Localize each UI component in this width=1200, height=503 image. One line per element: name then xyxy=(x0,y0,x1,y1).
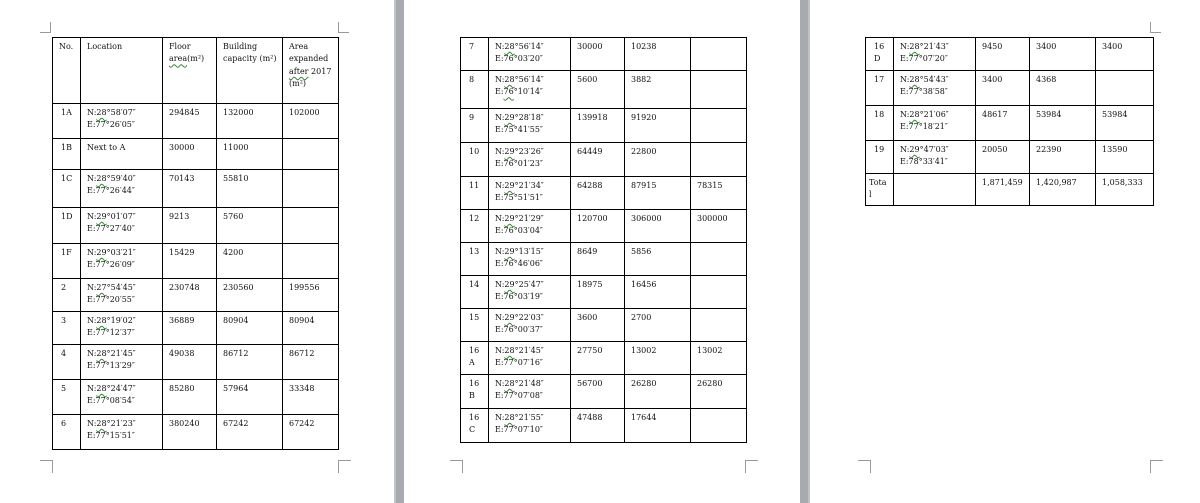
total-building-capacity: 1,420,987 xyxy=(1030,174,1096,206)
table-row: 15 N:29°22′03″ E:76°00′37″ 3600 2700 xyxy=(461,309,747,342)
location-cell: N:28°21′55″ E:77°07′10″ xyxy=(489,409,571,443)
location-cell: N:28°19′02″ E:77°12′37″ xyxy=(81,312,163,345)
location-cell: N:29°23′26″ E:76°01′23″ xyxy=(489,143,571,177)
location-cell: N:29°13′15″ E:76°46′06″ xyxy=(489,243,571,276)
location-cell: N:29°21′29″ E:76°03′04″ xyxy=(489,210,571,243)
header-area-expanded: Area expanded after 2017 (m²) xyxy=(283,38,339,104)
data-table-page-2 xyxy=(460,37,747,443)
header-no: No. xyxy=(53,38,81,104)
table-row: 6 N:28°21′23″ E:77°15′51″ 380240 67242 67242 xyxy=(53,415,339,450)
location-cell: N:28°21′48″ E:77°07′08″ xyxy=(489,375,571,409)
location-cell: N:29°47′03″ E:78°33′41″ xyxy=(894,141,976,174)
location-cell: N:28°21′23″ E:77°15′51″ xyxy=(81,415,163,450)
crop-mark xyxy=(1150,460,1163,473)
location-cell: N:29°22′03″ E:76°00′37″ xyxy=(489,309,571,342)
table-row: 13 N:29°13′15″ E:76°46′06″ 8649 5856 xyxy=(461,243,747,276)
location-cell: N:28°21′45″ E:77°13′29″ xyxy=(81,345,163,380)
table-row: 9 N:29°28′18″ E:75°41′55″ 139918 91920 xyxy=(461,109,747,143)
location-cell: N:28°56′14″ E:76°03′20″ xyxy=(489,38,571,71)
table-row: 1B Next to A 30000 11000 xyxy=(53,139,339,170)
crop-mark xyxy=(40,460,53,473)
table-row: 14 N:29°25′47″ E:76°03′19″ 18975 16456 xyxy=(461,276,747,309)
table-row: 10 N:29°23′26″ E:76°01′23″ 64449 22800 xyxy=(461,143,747,177)
total-row xyxy=(866,174,1154,206)
table-row: 3 N:28°19′02″ E:77°12′37″ 36889 80904 80904 xyxy=(53,312,339,345)
table-row: 16C N:28°21′55″ E:77°07′10″ 47488 17644 xyxy=(461,409,747,443)
table-row: 1A N:28°58′07″ E:77°26′05″ 294845 132000 102000 xyxy=(53,104,339,139)
crop-mark xyxy=(40,22,51,33)
table-row: 11 N:29°21′34″ E:75°51′51″ 64288 87915 78315 xyxy=(461,177,747,210)
table-row: 19 N:29°47′03″ E:78°33′41″ 20050 22390 13590 xyxy=(866,141,1154,174)
table-row: 16D N:28°21′43″ E:77°07′20″ 9450 3400 3400 xyxy=(866,38,1154,71)
table-row: 18 N:28°21′06″ E:77°18′21″ 48617 53984 53984 xyxy=(866,106,1154,141)
total-area-expanded: 1,058,333 xyxy=(1096,174,1154,206)
location-cell: Next to A xyxy=(81,139,163,170)
header-location: Location xyxy=(81,38,163,104)
crop-mark xyxy=(745,460,758,473)
crop-mark xyxy=(1150,22,1161,33)
table-row: 5 N:28°24′47″ E:77°08′54″ 85280 57964 33348 xyxy=(53,380,339,415)
table-header-row xyxy=(53,38,339,104)
data-table-page-3 xyxy=(865,37,1154,206)
table-row: 12 N:29°21′29″ E:76°03′04″ 120700 306000 300000 xyxy=(461,210,747,243)
table-row: 4 N:28°21′45″ E:77°13′29″ 49038 86712 86712 xyxy=(53,345,339,380)
location-cell: N:28°54′43″ E:77°38′58″ xyxy=(894,71,976,106)
location-cell: N:29°03′21″ E:77°26′09″ xyxy=(81,244,163,279)
crop-mark xyxy=(338,22,349,33)
location-cell: N:28°59′40″ E:77°26′44″ xyxy=(81,170,163,208)
location-cell: N:28°21′45″ E:77°07′16″ xyxy=(489,342,571,375)
location-cell: N:29°28′18″ E:75°41′55″ xyxy=(489,109,571,143)
table-row: 1D N:29°01′07″ E:77°27′40″ 9213 5760 xyxy=(53,208,339,244)
location-cell: N:28°24′47″ E:77°08′54″ xyxy=(81,380,163,415)
table-row: 1F N:29°03′21″ E:77°26′09″ 15429 4200 xyxy=(53,244,339,279)
location-cell: N:28°58′07″ E:77°26′05″ xyxy=(81,104,163,139)
table-row: 17 N:28°54′43″ E:77°38′58″ 3400 4368 xyxy=(866,71,1154,106)
table-row: 16A N:28°21′45″ E:77°07′16″ 27750 13002 13002 xyxy=(461,342,747,375)
table-row: 7 N:28°56′14″ E:76°03′20″ 30000 10238 xyxy=(461,38,747,71)
table-row: 16B N:28°21′48″ E:77°07′08″ 56700 26280 26280 xyxy=(461,375,747,409)
table-row: 2 N:27°54′45″ E:77°20′55″ 230748 230560 199556 xyxy=(53,279,339,312)
location-cell: N:29°21′34″ E:75°51′51″ xyxy=(489,177,571,210)
total-floor-area: 1,871,459 xyxy=(976,174,1030,206)
location-cell: N:29°01′07″ E:77°27′40″ xyxy=(81,208,163,244)
table-row: 8 N:28°56′14″ E:76°10′14″ 5600 3882 xyxy=(461,71,747,109)
total-label: Total xyxy=(866,174,894,206)
crop-mark xyxy=(338,460,351,473)
data-table-page-1 xyxy=(52,37,339,450)
page-gutter xyxy=(800,0,810,503)
page-gutter xyxy=(394,0,404,503)
location-cell: N:28°21′43″ E:77°07′20″ xyxy=(894,38,976,71)
header-floor-area: Floor area(m²) xyxy=(163,38,217,104)
location-cell: N:28°21′06″ E:77°18′21″ xyxy=(894,106,976,141)
crop-mark xyxy=(858,460,871,473)
location-cell: N:27°54′45″ E:77°20′55″ xyxy=(81,279,163,312)
table-row: 1C N:28°59′40″ E:77°26′44″ 70143 55810 xyxy=(53,170,339,208)
location-cell: N:28°56′14″ E:76°10′14″ xyxy=(489,71,571,109)
crop-mark xyxy=(450,460,463,473)
header-building-capacity: Building capacity (m²) xyxy=(217,38,283,104)
location-cell: N:29°25′47″ E:76°03′19″ xyxy=(489,276,571,309)
